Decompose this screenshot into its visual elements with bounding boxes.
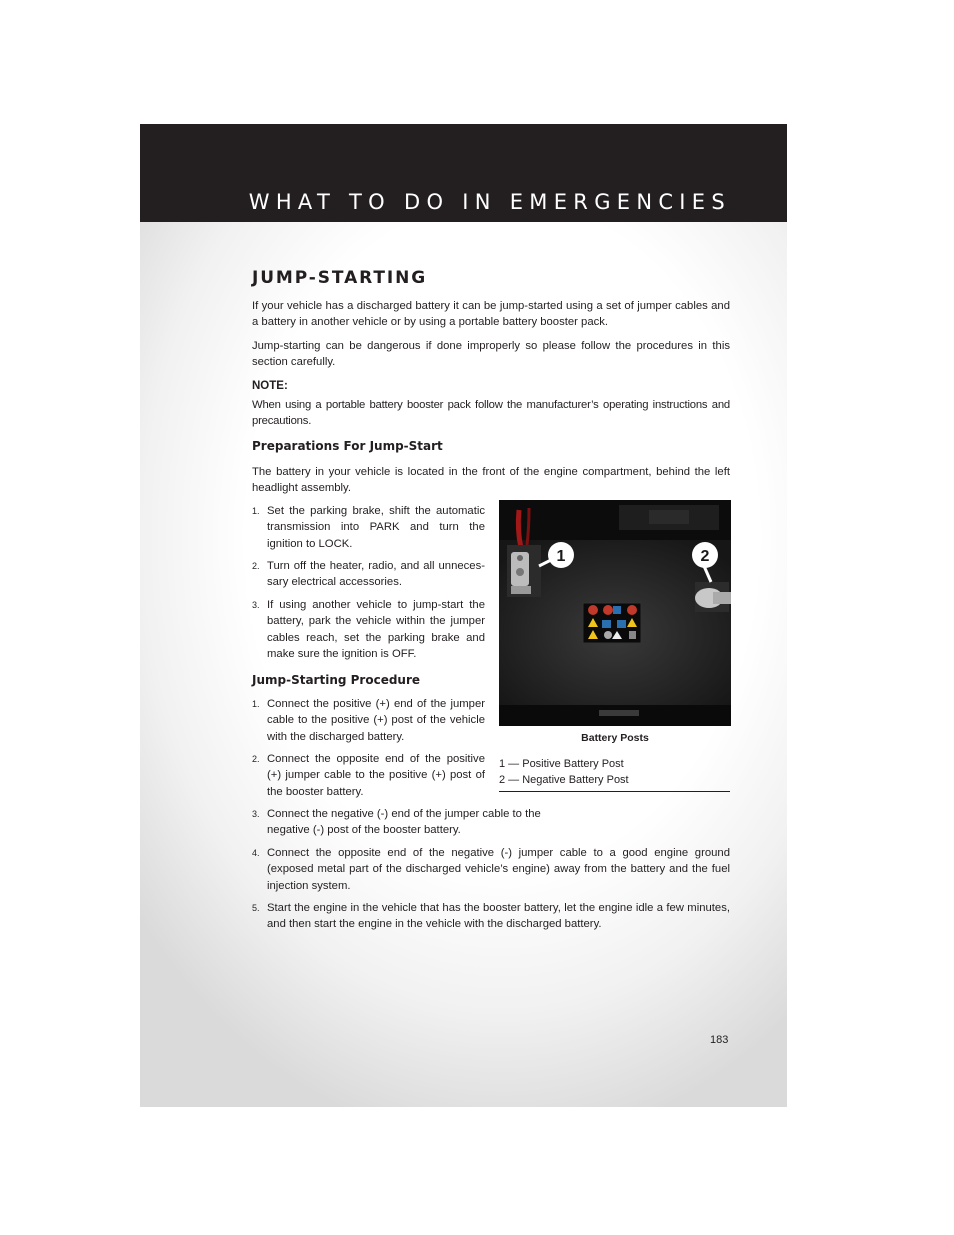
legend-divider bbox=[499, 791, 730, 792]
list-item: 3. Connect the negative (-) end of the jumper cable to the negative (-) post of the booster battery. bbox=[252, 808, 541, 837]
preparations-text: The battery in your vehicle is located in the front of the engine compartment, behind the left headlight assembly. bbox=[252, 466, 730, 495]
intro-paragraph-1: If your vehicle has a discharged battery it can be jump-started using a set of jumper cables and a battery in another vehicle or by using a portable battery booster pack. bbox=[252, 300, 730, 329]
battery-posts-photo bbox=[499, 500, 731, 726]
procedure-heading: Jump-Starting Procedure bbox=[252, 673, 421, 687]
chapter-header bbox=[140, 124, 787, 222]
battery-illustration bbox=[499, 500, 731, 726]
figure-caption: Battery Posts bbox=[581, 732, 649, 744]
note-label: NOTE: bbox=[252, 380, 288, 392]
list-item: 2. Turn off the heater, radio, and all unneces-sary electrical accessories. bbox=[252, 560, 485, 589]
note-text: When using a portable battery booster pack follow the manufacturer’s operating instructions and precautions. bbox=[252, 399, 730, 428]
list-item: 1. Set the parking brake, shift the automatic transmission into PARK and turn the ignition to LOCK. bbox=[252, 505, 485, 550]
list-item: 1. Connect the positive (+) end of the jumper cable to the positive (+) post of the vehicle with the discharged battery. bbox=[252, 698, 485, 743]
section-title: JUMP-STARTING bbox=[252, 268, 428, 288]
chapter-title: WHAT TO DO IN EMERGENCIES bbox=[248, 190, 731, 214]
preparations-heading: Preparations For Jump-Start bbox=[252, 439, 443, 453]
list-item: 3. If using another vehicle to jump-start the battery, park the vehicle within the jumper cables reach, set the parking brake and make sure the ignition is OFF. bbox=[252, 599, 485, 660]
list-item: 2. Connect the opposite end of the positive (+) jumper cable to the positive (+) post of the booster battery. bbox=[252, 753, 485, 798]
intro-paragraph-2: Jump-starting can be dangerous if done improperly so please follow the procedures in this section carefully. bbox=[252, 340, 730, 369]
legend-item-positive: 1 — Positive Battery Post bbox=[499, 758, 624, 770]
callout-2-label: 2 bbox=[700, 548, 710, 565]
list-item: 5. Start the engine in the vehicle that has the booster battery, let the engine idle a few minutes, and then start the engine in the vehicle with the discharged battery. bbox=[252, 902, 730, 931]
figure-legend bbox=[499, 756, 629, 789]
page-number: 183 bbox=[710, 1034, 729, 1046]
callout-1-label: 1 bbox=[556, 548, 566, 565]
manual-page bbox=[140, 124, 787, 1107]
list-item: 4. Connect the opposite end of the negative (-) jumper cable to a good engine ground (exposed metal part of the discharged vehicle’s engine) away from the battery and the fuel injection system. bbox=[252, 847, 730, 892]
legend-item-negative: 2 — Negative Battery Post bbox=[499, 774, 629, 787]
